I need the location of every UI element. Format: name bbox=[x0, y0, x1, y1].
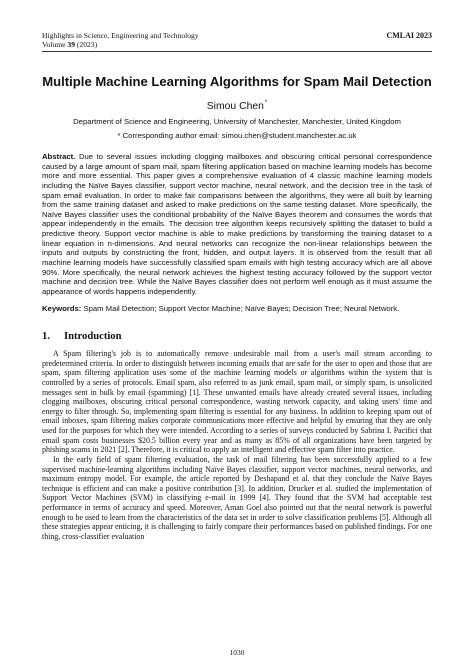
section-title: Introduction bbox=[64, 331, 122, 342]
abstract bbox=[42, 152, 432, 296]
journal-name: Highlights in Science, Engineering and Technology bbox=[42, 31, 199, 40]
page-number: 1030 bbox=[229, 648, 245, 657]
author-line bbox=[42, 97, 432, 113]
volume-number: 39 bbox=[67, 40, 75, 50]
corresponding-mark: * bbox=[264, 100, 268, 107]
running-header bbox=[42, 31, 432, 52]
affiliation: Department of Science and Engineering, University of Manchester, Manchester, United Kingdom bbox=[73, 117, 401, 127]
corresponding-email: * Corresponding author email: simou.chen@student.manchester.ac.uk bbox=[117, 130, 357, 140]
abstract-text: Due to several issues including clogging mailboxes and obscuring critical personal correspondence caused by a large amount of spam mail, spam filtering application based on machine learning models has become more and more essential. This paper gives a comprehensive evaluation of 4 classic machine learning models including the Naïve Bayes classifier, support vector machine, neural network, and the decision tree in the task of spam email evaluation. In order to make fair comparisons between the algorithms, they were all built by learning from the same training dataset and asked to make predictions on the same testing dataset. More specifically, the Naïve Bayes classifier uses the conditional probability of the Naïve Bayes theorem and consumes the words that appear independently in the emails. The decision tree algorithm keeps recursively splitting the dataset to build a predictive theory. Support vector machine is able to make predictions by transforming the training dataset to a linear equation in n-dimensions. And neural networks can recognize the non-linear relationships between the inputs and outputs by constructing the front, hidden, and output layers. It is observed from the result that all machine learning models have successfully classified spam emails with high testing accuracy which are all above 90%. More specifically, the neural network achieves the highest testing accuracy followed by the support vector machine and decision tree. While the Naïve Bayes classifier does not perform well enough as it must assume the appearance of words happens independently. bbox=[42, 152, 432, 296]
paper-title: Multiple Machine Learning Algorithms for Spam Mail Detection bbox=[42, 74, 432, 90]
paragraph-2: In the early field of spam filtering evaluation, the task of mail filtering has been successfully applied to a few supervised machine-learning algorithms including Naïve Bayes classifier, support vector machines, neural networks, and maximum entropy model. For example, the article reported by Deshapand et al. that they conclude the Naïve Bayes technique is efficient and can make a positive contribution [3]. In addition, Drucker et al. studied the implementation of Support Vector Machines (SVM) in classifying e-mail in 1999 [4]. They found that the SVM had acceptable test performance in terms of accuracy and speed. Moreover, Aman Goel also pointed out that the neural network is powerful enough to be used to learn from the characteristics of the data set in order to solve classification problems [5]. Although all these strategies appear enticing, it is challenging to fairly compare their performances based on published findings. For one thing, cross-classifier evaluation bbox=[42, 454, 432, 541]
conference-name: CMLAI 2023 bbox=[386, 31, 432, 40]
section-number: 1. bbox=[42, 331, 50, 342]
journal-info bbox=[42, 31, 199, 49]
section-heading bbox=[42, 331, 432, 343]
volume-prefix: Volume bbox=[42, 40, 68, 50]
abstract-label: Abstract. bbox=[42, 152, 76, 161]
keywords-text: Spam Mail Detection; Support Vector Machine; Naïve Bayes; Decision Tree; Neural Network. bbox=[83, 304, 400, 314]
volume-year: (2023) bbox=[74, 40, 98, 50]
keywords bbox=[42, 304, 432, 314]
keywords-label: Keywords: bbox=[42, 304, 82, 314]
author-name: Simou Chen bbox=[206, 101, 264, 113]
paragraph-1: A Spam filtering's job is to automatically remove undesirable mail from a user's mail stream according to predetermined criteria. In order to distinguish between incoming emails that are safe for the user to open and those that are spam, spam filtering application uses some of the machine learning models or algorithms within the system that is controlled by a series of protocols. Email spam, also referred to as junk email, spam mail, or simply spam, is unsolicited messages sent in bulk by email (spamming) [1]. These unwanted emails have already created several issues, including clogging mailboxes, obscuring critical personal correspondence, wasting network capacity, and taking users' time and energy to filter through. So, implementing spam filtering is essential for any business. In addition to keeping spam out of email inboxes, spam filtering makes corporate communications more effective and helpful by ensuring that they are only used for the purposes for which they were intended. According to a series of surveys conducted by Sabrina I. Pacifici that email spam costs businesses $20.5 billion every year and as many as 85% of all organizations have been targeted by phishing scams in 2021 [2]. Therefore, it is critical to apply an intelligent and effective spam filter into practice. bbox=[42, 349, 432, 455]
volume-line bbox=[42, 40, 199, 49]
section-body bbox=[42, 349, 432, 542]
